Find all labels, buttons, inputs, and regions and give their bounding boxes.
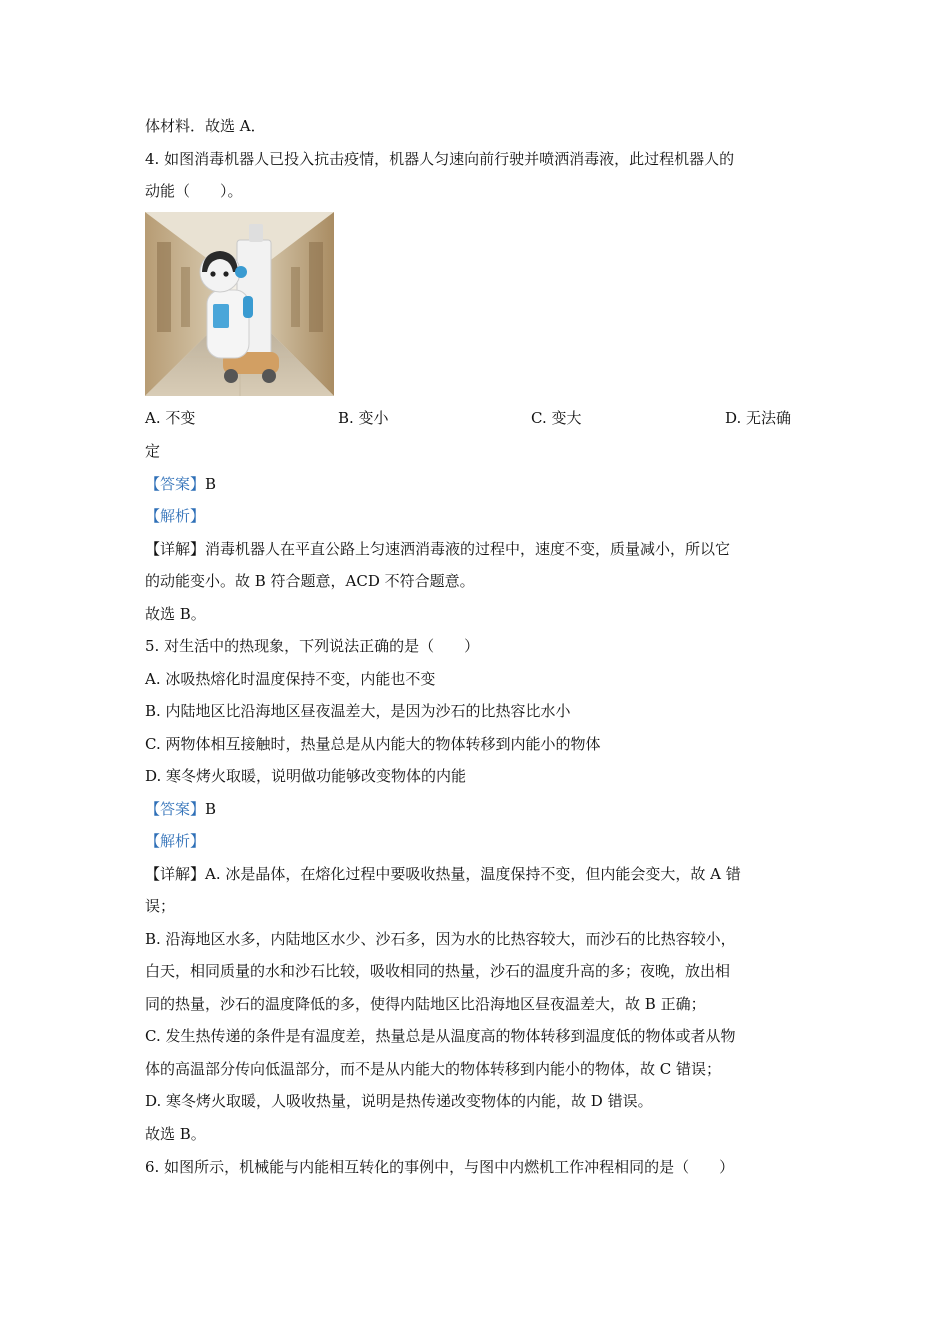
q4-analysis-tag <box>145 506 205 526</box>
detail-tag: 【详解】 <box>145 865 206 883</box>
question-4-stem: 4. 如图消毒机器人已投入抗击疫情，机器人匀速向前行驶并喷洒消毒液，此过程机器人的 <box>145 150 735 168</box>
q5-detail-text: A. 冰是晶体，在熔化过程中要吸收热量，温度保持不变，但内能会变大，故 A 错 <box>205 865 741 883</box>
q5-conclusion: 故选 B。 <box>145 1125 206 1143</box>
question-6-stem: 6. 如图所示，机械能与内能相互转化的事例中，与图中内燃机工作冲程相同的是（ ） <box>145 1158 735 1176</box>
analysis-tag: 【解析】 <box>145 832 206 850</box>
q4-option-d: D. 无法确 <box>725 409 792 427</box>
q4-detail-text: 消毒机器人在平直公路上匀速洒消毒液的过程中，速度不变，质量减小，所以它 <box>205 540 731 558</box>
q4-option-d-wrap: 定 <box>145 442 161 460</box>
q5-option-d: D. 寒冬烤火取暖，说明做功能够改变物体的内能 <box>145 767 467 785</box>
analysis-tag: 【解析】 <box>145 507 206 525</box>
q5-answer-value: B <box>205 800 217 818</box>
q5-detail-b: B. 沿海地区水多，内陆地区水少、沙石多，因为水的比热容较大，而沙石的比热容较小， <box>145 930 736 948</box>
q5-detail-c: C. 发生热传递的条件是有温度差，热量总是从温度高的物体转移到温度低的物体或者从物 <box>145 1027 736 1045</box>
q5-analysis-tag <box>145 831 205 851</box>
q5-detail <box>145 864 741 884</box>
q4-conclusion: 故选 B。 <box>145 605 206 623</box>
text-line: 体材料．故选 A． <box>145 117 266 135</box>
q5-detail-b-cont: 白天，相同质量的水和沙石比较，吸收相同的热量，沙石的温度升高的多；夜晚，放出相 <box>145 962 731 980</box>
detail-tag: 【详解】 <box>145 540 206 558</box>
disinfection-robot-image <box>145 212 334 396</box>
q4-answer-value: B <box>205 475 217 493</box>
q4-answer <box>145 474 216 494</box>
q5-option-a: A. 冰吸热熔化时温度保持不变，内能也不变 <box>145 670 436 688</box>
q4-option-a: A. 不变 <box>145 409 196 427</box>
answer-tag: 【答案】 <box>145 475 206 493</box>
q4-option-b: B. 变小 <box>338 409 389 427</box>
q5-answer <box>145 799 216 819</box>
question-4-stem-cont: 动能（ ）。 <box>145 182 243 200</box>
question-5-stem: 5. 对生活中的热现象，下列说法正确的是（ ） <box>145 637 480 655</box>
q4-option-c: C. 变大 <box>531 409 582 427</box>
q5-option-b: B. 内陆地区比沿海地区昼夜温差大，是因为沙石的比热容比水小 <box>145 702 571 720</box>
q4-detail <box>145 539 730 559</box>
q5-option-c: C. 两物体相互接触时，热量总是从内能大的物体转移到内能小的物体 <box>145 735 601 753</box>
q5-detail-c-cont: 体的高温部分传向低温部分，而不是从内能大的物体转移到内能小的物体，故 C 错误； <box>145 1060 722 1078</box>
q5-detail-cont: 误； <box>145 897 176 915</box>
q4-detail-cont: 的动能变小。故 B 符合题意，ACD 不符合题意。 <box>145 572 475 590</box>
q5-detail-d: D. 寒冬烤火取暖，人吸收热量，说明是热传递改变物体的内能，故 D 错误。 <box>145 1092 653 1110</box>
answer-tag: 【答案】 <box>145 800 206 818</box>
q5-detail-b-cont2: 同的热量，沙石的温度降低的多，使得内陆地区比沿海地区昼夜温差大，故 B 正确； <box>145 995 706 1013</box>
